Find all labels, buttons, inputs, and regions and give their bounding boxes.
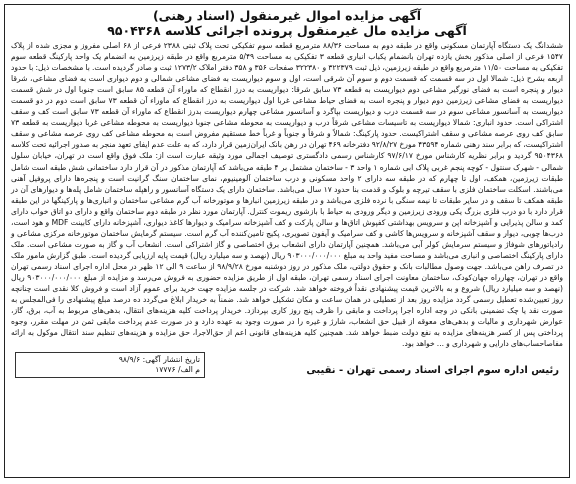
notice-body: ششدانگ یک دستگاه آپارتمان مسکونی واقع در طبقه دوم به مساحت ۸۸/۳۶ مترمربع قطعه سوم تفکیکی تحت پلاک ثبتی ۲۳۸۸ فرعی از ۶۸ اصلی مفروز و مجزی شده از پلاک ۱۵۴۷ فرعی از اصلی مذکور بخش یازده تهران بانضمام یکباب انباری قطعه ۳ تفکیکی به مساحت ۵/۴۹ مترمربع واقع در طبقه زیرزمین به انضمام یک واحد پارکینگ قطعه سوم تفکیکی به مساحت ۱۱/۵۰ مترمربع واقع در طبقه زیرزمین، ذیل ثبت ۳۲۲۳۷۹ و ۳۲۲۳۸۰ صفحات ۳۵۶ و ۳۵۸ دفتر املاک ۱۲۷۳/۲ ثبت و صادر گردیده است. با مشخصات ذیل: با حدود اربعه بشرح ذیل: شمالا اول در سه قسمت که قسمت دوم و سوم آن شرقی است، اول و سوم دیواریست به فضای مشاعی شمالی و دوم دیواری است به فضای مشاعی، شرقا دیوار و پنجره است به فضای نورگیر مشاعی دوم دیواریست به قطعه ۷۳ سابق شرقا: دیواریست به درز انقطاع که ماوراء آن قطعه ۸۵ سابق است جنوبا اول در شش قسمت دیواریست به فضای مشاعی زیرزمین دوم دیوار و پنجره است به فضای حیاط مشاعی غربا اول دیواریست به درز انقطاع که ماوراء آن قطعه ۷۳ سابق است دوم در دو قسمت دیواریست به آسانسور مشاعی سوم در سه قسمت درب و دیواریست بپاگرد و آسانسور مشاعی چهارم دیواریست بدرز انقطاع که ماوراء آن قطعه ۷۳ سابق است کف و سقف اشتراکی است. حدود انباری: شمالا دیواریست به تاسیسات مشاعی شرقاً درب و دیواریست به محوطه مشاعی جنوبا دیواریست به محوطه مشاعی غربا دیواریست به قطعه ۷۳ سابق کف روی عرصه مشاعی و سقف اشتراکیست. حدود پارکینگ: شمالاً و شرقاً و جنوباً و غرباً خط مستقیم مفروض است به محوطه مشاعی کف روی عرصه مشاعی و سقف اشتراکیست، که برابر سند رهنی شماره ۴۳۵۹۴ مورخ ۹۲/۸/۲۷ دفترخانه ۴۶۹ تهران در رهن بانک ایران‌زمین قرار دارد، که به علت عدم ایفای تعهد منجر به صدور اجرائیه تحت کلاسه ۹۵۰۴۳۶۸ گردید و برابر نظریه کارشناس مورخ ۹۷/۶/۱۷ کارشناس رسمی دادگستری توصیف اجمالی مورد وثیقه عبارت است از: ملک فوق واقع است در تهران، خیابان سلول شمالی - شهرک سنتول - کوچه پنجم غربی پلاک ابی شماره ۱ واحد ۳ - ساختمان مشتمل بر ۴ طبقه می‌باشد که آپارتمان مذکور در آن قرار دارد ساختمانی شش طبقه است شامل طبقات زیرزمین، همکف، اول تا چهارم که در طبقه سه دارای ۲ واحد مسکونی و درب ساختمان آلومینیوم، نمای ساختمان سنگ گرانیت است و پنجره‌ها دارای پروفیل آهنی می‌باشند. اسکلت ساختمان فلزی با سقف تیرچه و بلوک و قدمت بنا حدود ۱۷ سال می‌باشد. ساختمان دارای یک دستگاه آسانسور و راهپله ساختمان شامل پله‌ها و دیوارهای آن در طبقه همکف تا سقف و در سایر طبقات تا نیمه سنگی با نرده فلزی می‌باشد و در طبقه زیرزمین انبارها و موتورخانه آب گرم مشاعی ساختمان و انباری‌ها و پارکینگها در این طبقه قرار دارد با دو درب فلزی بزرگ یکی ورودی زیرزمین و دیگر ورودی به حیاط با بازشوی ریموت کنترل. آپارتمان مورد نظر در طبقه دوم ساختمان واقع و دارای دو اتاق خواب دارای کمد و سالن پذیرایی و آشپزخانه اپن و سرویس بهداشتی کفپوش اتاق‌ها و سالن پارکت و کف آشپزخانه سرامیک و دیوارها کاغذ دیواری، آشپزخانه دارای کابینت MDF و هود است، درب‌ها چوبی، دیوار و سقف آشپزخانه و سرویس‌ها کاشی و کف سرامیک و آیفون تصویری، پکیج تامین‌کننده آب گرم است. سیستم گرمایش ساختمان موتورخانه مرکزی مشاعی و رادیاتورهای شوفاژ و سیستم سرمایش کولر آبی می‌باشد. همچنین آپارتمان دارای انشعاب برق اختصاصی و گاز اشتراکی است. انشعاب آب و گاز به صورت مشاعی است. ملک دارای پارکینگ اختصاصی و انباری می‌باشد و مساحت مفید واحد به مبلغ ۹۰۳۰۰۰/۰۰۰/۰۰۰ ریال (نهصد و سه میلیارد ریال) قیمت پایه ارزیابی گردیده است. طبق گزارش مامور ملک در تصرف راهن می‌باشد. جهت وصول مطالبات بانک و حقوق دولتی، ملک مذکور در روز دوشنبه مورخ ۹۸/۹/۲۸ از ساعت ۹ الی ۱۲ ظهر در محل اداره اجرای اسناد رسمی تهران واقع در تهران، چهارراه جهان‌کودک، ساختمان معاونت اجرای اسناد رسمی تهران، طبقه اول از طریق مزایده حضوری به فروش می‌رسد و مزایده از مبلغ ۹۰۳۰۰۰/۰۰۰/۰۰۰ ریال (نهصد و سه میلیارد ریال) شروع و به بالاترین قیمت پیشنهادی نقداً فروخته خواهد شد. شرکت در جلسه مزایده جهت خرید برای عموم آزاد است و فروش کلا نقدی است چنانچه روز تعیین‌شده تعطیل رسمی گردد مزایده روز بعد از تعطیلی در همان ساعت و مکان تشکیل خواهد شد. ضمناً به خریدار ابلاغ می‌گردد ده درصد مبلغ پیشنهادی را فی‌المجلس به صورت نقد یا چک تضمینی بانکی در وجه اداره اجرا پرداخت و مابقی را ظرف پنج روز کاری بپردازد. خریدار پرداخت کلیه هزینه‌های انتقال، بدهی‌های مربوط به آب، برق، گاز، عوارض شهرداری و مالیات و بدهی‌های معوقه از قبیل حق انشعاب، شارژ و غیره را در صورت وجود به عهده دارد و در صورت عدم پرداخت مابقی ثمن در مهلت مقرر، وجوه پرداختی پس از کسر هزینه‌های مزایده به نفع دولت ضبط خواهد شد. همچنین کلیه هزینه‌های قانونی اعم از حق‌الاجرا، حق مزایده و هزینه‌های تنظیم سند انتقال موکول به ارائه مفاصاحساب‌های دارایی و شهرداری و ... خواهد بود. [11, 41, 564, 349]
reference-number [20, 365, 200, 375]
reference-label: م الف/ [178, 365, 200, 375]
signature-row [11, 352, 563, 380]
notice-subtitle: آگهی مزایده مال غیرمنقول پرونده اجرائی کلاسه ۹۵۰۴۳۶۸ [107, 23, 467, 38]
reference-value: ۱۷۷۷۶ [155, 365, 176, 375]
notice-title: آگهی مزایده اموال غیرمنقول (اسناد رهنی) [152, 8, 422, 23]
publication-date-value: ۹۸/۹/۶ [118, 355, 141, 365]
publication-date [20, 355, 200, 365]
auction-notice [4, 4, 570, 478]
signature: رئیس اداره سوم اجرای اسناد رسمی تهران - نقیبی [306, 365, 559, 377]
publication-info [15, 352, 205, 378]
publication-date-label: تاریخ انتشار آگهی: [142, 355, 200, 365]
